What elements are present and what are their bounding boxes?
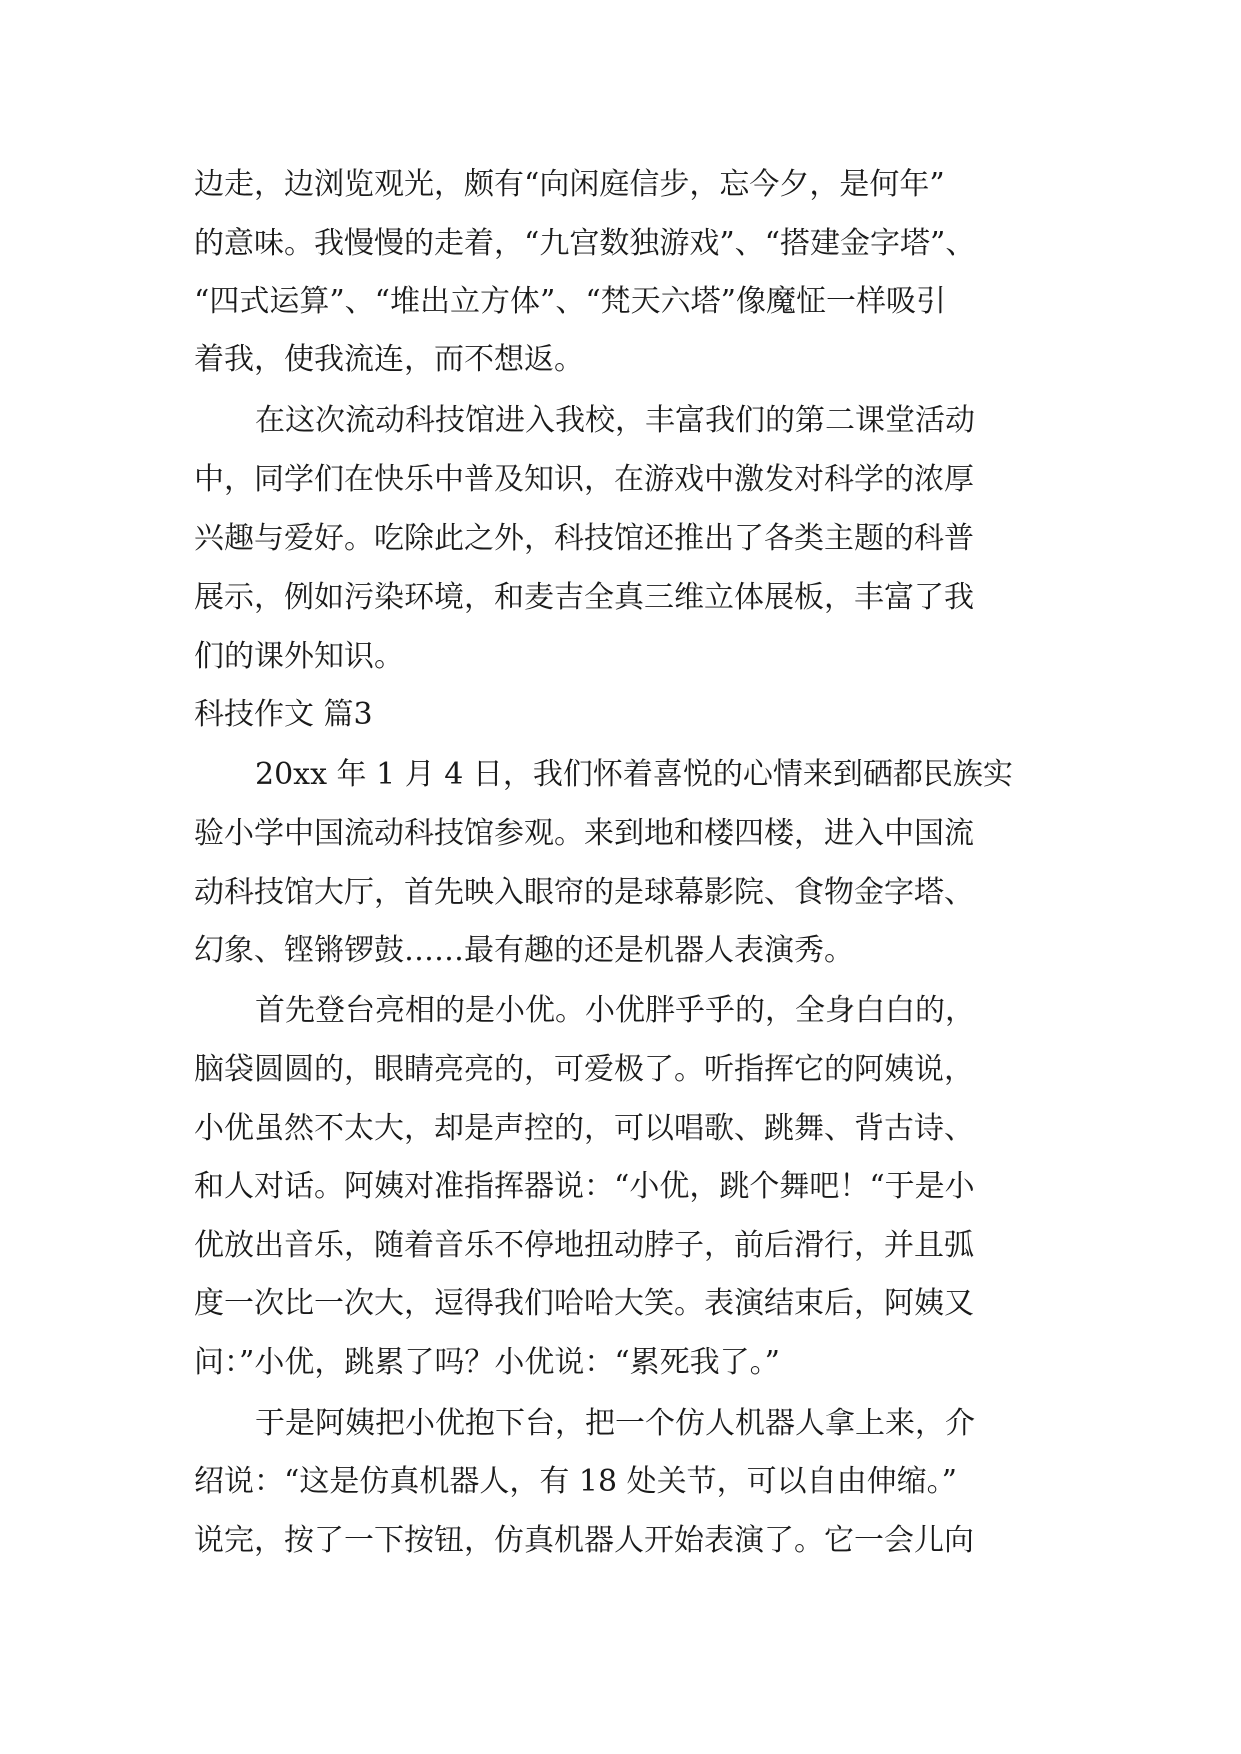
paragraph-line: 在这次流动科技馆进入我校，丰富我们的第二课堂活动 bbox=[255, 403, 975, 438]
paragraph-line: 着我，使我流连，而不想返。 bbox=[194, 342, 584, 377]
paragraph-line: 20xx 年 1 月 4 日，我们怀着喜悦的心情来到硒都民族实 bbox=[255, 757, 1013, 792]
paragraph-line: 度一次比一次大，逗得我们哈哈大笑。表演结束后，阿姨又 bbox=[194, 1286, 974, 1321]
paragraph-line: 们的课外知识。 bbox=[194, 639, 404, 674]
paragraph-line: 问：”小优，跳累了吗？小优说：“累死我了。” bbox=[194, 1345, 781, 1380]
paragraph-line: 的意味。我慢慢的走着，“九宫数独游戏”、“搭建金字塔”、 bbox=[194, 226, 976, 261]
paragraph-line: 于是阿姨把小优抱下台，把一个仿人机器人拿上来，介 bbox=[255, 1406, 975, 1441]
paragraph-line: 展示，例如污染环境，和麦吉全真三维立体展板，丰富了我 bbox=[194, 580, 974, 615]
paragraph-line: 说完，按了一下按钮，仿真机器人开始表演了。它一会儿向 bbox=[194, 1523, 974, 1558]
paragraph-line: 和人对话。阿姨对准指挥器说：“小优，跳个舞吧！“于是小 bbox=[194, 1169, 975, 1204]
paragraph-line: 优放出音乐，随着音乐不停地扭动脖子，前后滑行，并且弧 bbox=[194, 1228, 974, 1263]
paragraph-line: 小优虽然不太大，却是声控的，可以唱歌、跳舞、背古诗、 bbox=[194, 1111, 974, 1146]
paragraph-line: 边走，边浏览观光，颇有“向闲庭信步，忘今夕，是何年” bbox=[194, 167, 945, 202]
paragraph-line: 绍说：“这是仿真机器人，有 18 处关节，可以自由伸缩。” bbox=[194, 1464, 957, 1499]
paragraph-line: 幻象、铿锵锣鼓……最有趣的还是机器人表演秀。 bbox=[194, 933, 854, 968]
paragraph-line: 验小学中国流动科技馆参观。来到地和楼四楼，进入中国流 bbox=[194, 816, 974, 851]
section-heading: 科技作文 篇3 bbox=[194, 697, 373, 732]
paragraph-line: 中，同学们在快乐中普及知识，在游戏中激发对科学的浓厚 bbox=[194, 462, 974, 497]
paragraph-line: 动科技馆大厅，首先映入眼帘的是球幕影院、食物金字塔、 bbox=[194, 875, 974, 910]
paragraph-line: 兴趣与爱好。吃除此之外，科技馆还推出了各类主题的科普 bbox=[194, 521, 974, 556]
paragraph-line: 脑袋圆圆的，眼睛亮亮的，可爱极了。听指挥它的阿姨说， bbox=[194, 1052, 974, 1087]
paragraph-line: 首先登台亮相的是小优。小优胖乎乎的，全身白白的， bbox=[255, 993, 975, 1028]
paragraph-line: “四式运算”、“堆出立方体”、“梵天六塔”像魔怔一样吸引 bbox=[194, 284, 947, 319]
